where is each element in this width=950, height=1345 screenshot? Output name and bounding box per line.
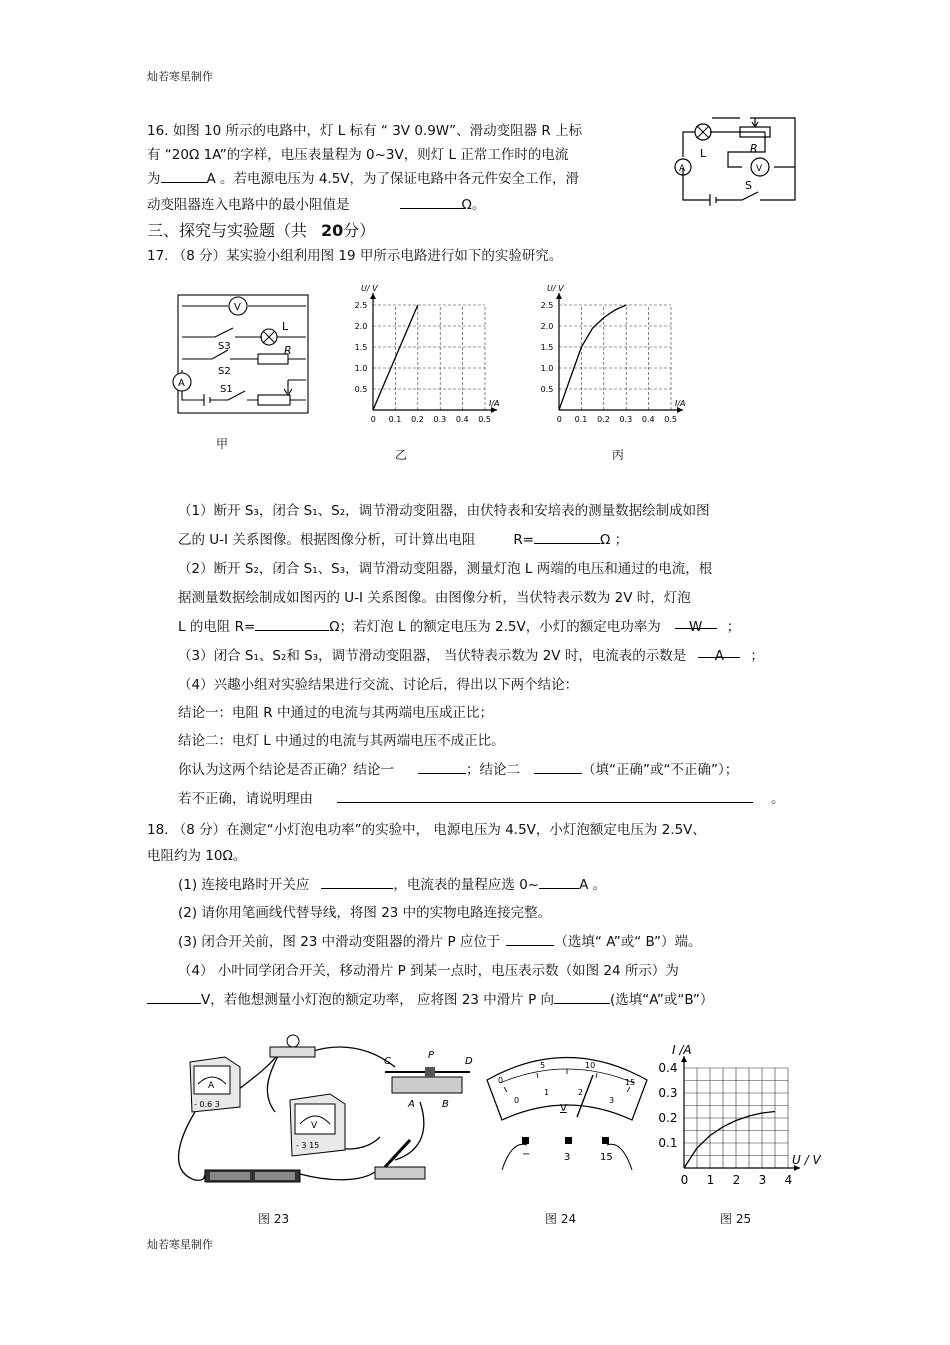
figure-19-jia-circuit: [170, 292, 315, 422]
fig23-label-P: P: [428, 1050, 435, 1061]
fig19-yi-caption: 乙: [395, 448, 408, 462]
x-tick-label: 0.1: [388, 415, 402, 424]
fig24-term-15: 15: [600, 1152, 613, 1163]
x-tick-label: 0.3: [619, 415, 633, 424]
fig10-label-A: A: [679, 164, 686, 174]
y-tick-label: 0.2: [658, 1111, 678, 1126]
y-tick-label: 2.0: [354, 321, 368, 331]
q17-r-blank[interactable]: [534, 529, 600, 544]
q17-part1-unit: Ω ；: [600, 532, 629, 548]
q18-part4-text: V，若他想测量小灯泡的额定功率， 应将图 23 中滑片 P 向: [201, 992, 555, 1008]
q18-part4-line1: （4） 小叶同学闭合开关，移动滑片 P 到某一点时，电压表示数（如图 24 所示）为: [178, 963, 679, 979]
q17-part3: [178, 643, 764, 669]
section-3-unit: 分）: [343, 221, 376, 240]
fig23-label-C: C: [384, 1056, 391, 1067]
fig24-top-5: 5: [540, 1061, 546, 1070]
q16-line4: [147, 192, 485, 218]
y-tick-label: 1.0: [540, 363, 554, 373]
section-3-points: 20: [321, 221, 344, 240]
x-tick-label: 0.5: [478, 415, 492, 424]
fig19-label-S3: S3: [218, 341, 231, 352]
fig24-bottom-1: 1: [544, 1088, 550, 1097]
x-tick-label: 0: [680, 1173, 689, 1187]
fig24-bottom-0: 0: [514, 1096, 520, 1105]
q16-line3: [147, 166, 579, 192]
q16-line3-b: A 。若电源电压为 4.5V，为了保证电路中各元件安全工作，滑: [206, 171, 580, 187]
y-tick-label: 0.4: [658, 1061, 678, 1076]
fig19-label-L: L: [282, 320, 289, 333]
q18-part3: [178, 929, 702, 955]
y-tick-label: 0.5: [540, 384, 554, 394]
x-axis-label: I/A: [675, 399, 686, 408]
x-tick-label: 0.4: [641, 415, 655, 424]
fig24-term-minus: −: [522, 1149, 531, 1160]
y-axis-arrow: [556, 293, 562, 299]
figure-24-voltmeter-dial: [482, 1045, 652, 1180]
fig19-bing-caption: 丙: [612, 448, 625, 462]
fig24-term-3: 3: [564, 1152, 571, 1163]
chart-bing: [525, 282, 705, 432]
fig23-caption: 图 23: [258, 1212, 290, 1226]
fig23-ammeter-label: A: [208, 1081, 215, 1091]
fig23-voltmeter-label: V: [311, 1121, 318, 1131]
fig25-caption: 图 25: [720, 1212, 752, 1226]
fig23-label-B: B: [442, 1099, 449, 1110]
q17-power-blank[interactable]: [675, 614, 717, 635]
section-3-label: 三、探究与实验题（共: [147, 221, 308, 240]
figure-10-circuit: [670, 112, 805, 207]
page-footer: 灿若寒星制作: [147, 1238, 213, 1251]
y-tick-label: 1.5: [540, 342, 554, 352]
x-axis-label: I/A: [489, 399, 500, 408]
fig19-label-R: R: [284, 344, 292, 357]
y-tick-label: 0.5: [354, 384, 368, 394]
fig24-caption: 图 24: [545, 1212, 577, 1226]
ammeter-icon: [190, 1057, 240, 1112]
lamp-cross-icon: [697, 126, 709, 138]
fig19-label-V: V: [234, 302, 241, 313]
x-tick-label: 0.1: [574, 415, 588, 424]
y-tick-label: 0.3: [658, 1086, 678, 1101]
x-tick-label: 0.2: [411, 415, 424, 424]
y-tick-label: 0.1: [658, 1136, 678, 1151]
q18-part3-text2: （选填“ A”或“ B”）端。: [554, 934, 702, 950]
q17-ask-text3: （填“正确”或“不正确”）；: [582, 762, 739, 778]
fig10-label-V: V: [756, 164, 763, 174]
y-tick-label: 1.0: [354, 363, 368, 373]
y-axis-arrow: [370, 293, 376, 299]
q17-part1-line2: [178, 527, 628, 553]
q18-part1-text2: ，电流表的量程应选 0~: [393, 877, 540, 893]
q17-part2-rl: L 的电阻 R: [178, 619, 244, 635]
q18-range-blank[interactable]: [539, 874, 579, 889]
q17-conclusion1-blank[interactable]: [418, 759, 466, 774]
fig19-label-S2: S2: [218, 366, 231, 377]
q16-line4-a: 动变阻器连入电路中的最小阻值是: [147, 197, 350, 213]
fig24-top-0: 0: [498, 1076, 504, 1085]
x-tick-label: 3: [758, 1173, 767, 1187]
x-tick-label: 0.3: [433, 415, 447, 424]
q18-part4-text2: (选填“A”或“B”）: [610, 992, 714, 1008]
fig24-top-10: 10: [585, 1061, 596, 1070]
q17-part2-line2: 据测量数据绘制成如图丙的 U-I 关系图像。由图像分析，当伏特表示数为 2V 时，灯泡: [178, 590, 691, 606]
voltmeter-icon: [290, 1094, 345, 1156]
q17-reason-text: 若不正确，请说明理由: [178, 791, 313, 807]
q17-power-unit: W: [689, 619, 703, 635]
x-tick-label: 4: [784, 1173, 793, 1187]
q17-intro: 17. （8 分）某实验小组利用图 19 甲所示电路进行如下的实验研究。: [147, 248, 563, 264]
q17-part2-text: Ω；若灯泡 L 的额定电压为 2.5V，小灯的额定电功率为: [329, 619, 661, 635]
q17-part1-line1: （1）断开 S₃，闭合 S₁、S₂，调节滑动变阻器，由伏特表和安培表的测量数据绘制成如图: [178, 503, 710, 519]
rheostat-icon: [384, 1050, 473, 1110]
q18-part3-text: (3) 闭合开关前，图 23 中滑动变阻器的滑片 P 应位于: [178, 934, 501, 950]
x-tick-label: 0: [556, 415, 562, 424]
q16-line2: 有 “20Ω 1A”的字样，电压表量程为 0~3V，则灯 L 正常工作时的电流: [147, 147, 569, 163]
y-axis-label: U/ V: [361, 284, 378, 293]
q16-resistance-blank[interactable]: [400, 194, 462, 209]
q17-part2-end: ；: [726, 619, 741, 635]
x-tick-label: 0: [370, 415, 376, 424]
fig19-label-S1: S1: [220, 384, 233, 395]
q18-part4-line2: [147, 987, 713, 1013]
chart-yi: [335, 282, 515, 432]
y-tick-label: 1.5: [354, 342, 368, 352]
fig23-voltmeter-terminals: - 3 15: [296, 1141, 320, 1150]
q16-line4-b: Ω。: [461, 197, 486, 213]
q17-current-blank[interactable]: [698, 643, 740, 664]
fig19-jia-caption: 甲: [216, 437, 229, 451]
q18-part2: (2) 请你用笔画线代替导线，将图 23 中的实物电路连接完整。: [178, 905, 552, 921]
fig10-label-S: S: [745, 179, 752, 192]
page-header: 灿若寒星制作: [147, 70, 213, 83]
q17-rl-blank[interactable]: [255, 616, 329, 631]
x-tick-label: 0.5: [664, 415, 678, 424]
fig23-label-A: A: [408, 1099, 415, 1110]
x-tick-label: 0.2: [597, 415, 610, 424]
q17-part3-text: （3）闭合 S₁、S₂和 S₃，调节滑动变阻器， 当伏特表示数为 2V 时，电流表的示数是: [178, 648, 687, 664]
q18-part1-text: (1) 连接电路时开关应: [178, 877, 310, 893]
x-tick-label: 0.4: [455, 415, 469, 424]
q17-part2-eq: =: [243, 619, 256, 635]
q17-conclusion-1: 结论一：电阻 R 中通过的电流与其两端电压成正比；: [178, 705, 493, 721]
y-tick-label: 2.5: [540, 300, 554, 310]
fig24-unit: V: [560, 1103, 567, 1114]
q18-line1: 18. （8 分）在测定“小灯泡电功率”的实验中， 电源电压为 4.5V，小灯泡额定电压为 2.5V、: [147, 822, 706, 838]
fig24-bottom-2: 2: [578, 1088, 584, 1097]
fig24-top-15: 15: [625, 1078, 636, 1087]
figure-23-apparatus: [170, 1032, 475, 1197]
series-line: [684, 1112, 775, 1169]
q17-part2-line3: [178, 614, 740, 640]
fig23-ammeter-terminals: - 0.6 3: [194, 1100, 220, 1109]
battery-icon: [205, 1170, 300, 1182]
q17-reason-end: 。: [771, 791, 785, 807]
q17-part1-text: 乙的 U-I 关系图像。根据图像分析，可计算出电阻: [178, 532, 476, 548]
q17-part3-end: ；: [750, 648, 764, 664]
q17-current-unit: A: [714, 648, 724, 664]
q18-slider-pos-blank[interactable]: [506, 931, 554, 946]
x-tick-label: 2: [732, 1173, 741, 1187]
chart-fig25: [650, 1040, 830, 1190]
y-axis-label: I /A: [672, 1043, 692, 1057]
fig24-bottom-3: 3: [609, 1096, 615, 1105]
q17-conclusion-2: 结论二：电灯 L 中通过的电流与其两端电压不成正比。: [178, 733, 505, 749]
x-axis-label: U / V: [792, 1153, 821, 1167]
q17-conclusion2-blank[interactable]: [534, 759, 582, 774]
bulb-icon: [270, 1035, 315, 1057]
x-tick-label: 1: [706, 1173, 715, 1187]
q18-voltage-blank[interactable]: [147, 989, 201, 1004]
q18-switch-blank[interactable]: [321, 874, 393, 889]
q16-line3-a: 为: [147, 171, 161, 187]
q16-line1: 16. 如图 10 所示的电路中，灯 L 标有 “ 3V 0.9W”、滑动变阻器 R 上标: [147, 123, 583, 139]
q18-direction-blank[interactable]: [554, 989, 610, 1004]
y-axis-label: U/ V: [547, 284, 564, 293]
q17-reason: [178, 786, 785, 812]
y-tick-label: 2.0: [540, 321, 554, 331]
q17-part2-line1: （2）断开 S₂，闭合 S₁、S₃，调节滑动变阻器，测量灯泡 L 两端的电压和通过的电流，根: [178, 561, 713, 577]
q18-part1-unit: A 。: [579, 877, 607, 893]
q17-ask-text2: ；结论二: [466, 762, 520, 778]
q17-ask-text1: 你认为这两个结论是否正确？结论一: [178, 762, 394, 778]
section-3-heading: [147, 218, 375, 241]
fig10-label-L: L: [700, 147, 707, 160]
q17-ask: [178, 757, 738, 783]
q17-part1-r-label: R=: [513, 532, 535, 548]
q18-line2: 电阻约为 10Ω。: [147, 848, 247, 864]
fig19-label-A: A: [178, 378, 185, 389]
q17-reason-blank[interactable]: [337, 788, 753, 803]
series-line: [559, 305, 626, 410]
fig10-label-R: R: [750, 142, 758, 155]
y-tick-label: 2.5: [354, 300, 368, 310]
q18-part1: [178, 872, 606, 898]
fig23-label-D: D: [465, 1056, 473, 1067]
q16-current-blank[interactable]: [161, 168, 207, 183]
q17-part4: （4）兴趣小组对实验结果进行交流、讨论后，得出以下两个结论：: [178, 677, 579, 693]
